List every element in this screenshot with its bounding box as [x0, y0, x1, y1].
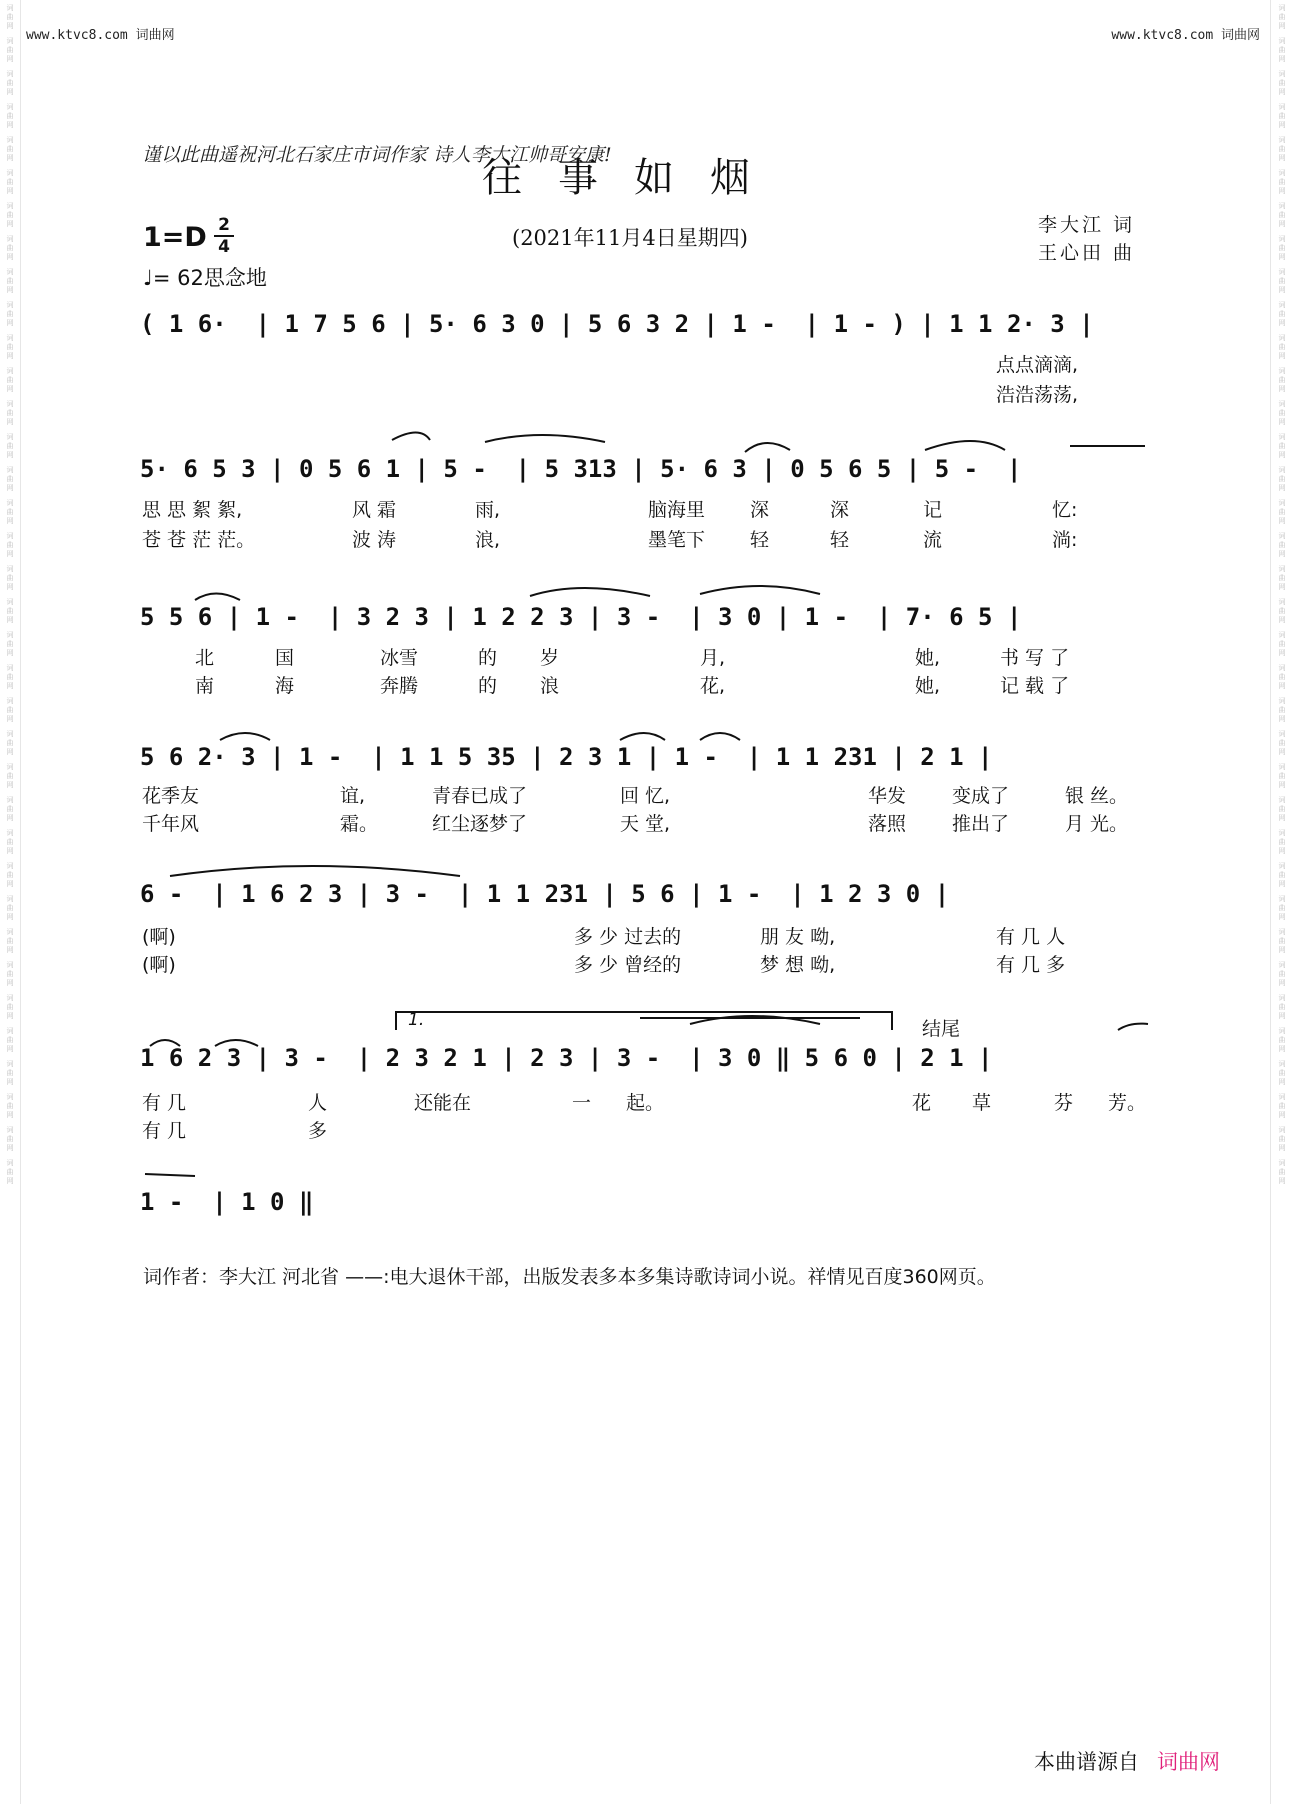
lyric: 青春已成了 [432, 785, 528, 807]
lyric: 一 [572, 1092, 592, 1114]
watermark-text: 词曲网 [1278, 334, 1286, 360]
watermark-text: 词曲网 [6, 763, 14, 789]
score-system-3: 5 5 6 | 1 - | 3 2 3 | 1 2 2 3 | 3 - | 3 0 | 1 - | 7· 6 5 | [140, 603, 1022, 631]
watermark-text: 词曲网 [6, 829, 14, 855]
watermark-text: 词曲网 [6, 334, 14, 360]
lyric: (啊) [142, 954, 176, 976]
watermark-text: 词曲网 [6, 961, 14, 987]
lyric: 浪 [540, 675, 560, 697]
watermark-text: 词曲网 [6, 532, 14, 558]
lyric: 回 忆, [620, 785, 671, 807]
watermark-text: 词曲网 [6, 235, 14, 261]
watermark-text: 词曲网 [1278, 994, 1286, 1020]
lyric: 轻 [830, 529, 850, 551]
lyric: 多 少 过去的 [574, 926, 682, 948]
composer-credit: 王心田 曲 [1038, 242, 1136, 264]
left-watermark-strip [0, 0, 20, 1808]
lyric: 墨笔下 [648, 529, 706, 551]
composition-date: (2021年11月4日星期四) [512, 226, 748, 250]
lyric: 还能在 [414, 1092, 472, 1114]
right-watermark-strip [1272, 0, 1290, 1808]
lyric: 梦 想 呦, [760, 954, 836, 976]
right-margin-line [1270, 0, 1271, 1804]
watermark-text: 词曲网 [6, 598, 14, 624]
lyric: 芬 [1054, 1092, 1074, 1114]
lyric: 深 [750, 499, 770, 521]
watermark-text: 词曲网 [1278, 1060, 1286, 1086]
lyric: 有 几 多 [996, 954, 1066, 976]
watermark-text: 词曲网 [1278, 1159, 1286, 1185]
watermark-text: 词曲网 [1278, 466, 1286, 492]
watermark-text: 词曲网 [1278, 37, 1286, 63]
watermark-text: 词曲网 [6, 796, 14, 822]
watermark-text: 词曲网 [1278, 829, 1286, 855]
watermark-text: 词曲网 [6, 301, 14, 327]
lyric: 天 堂, [620, 813, 671, 835]
author-note: 词作者：李大江 河北省 ——:电大退休干部，出版发表多本多集诗歌诗词小说。祥情见百度360网页。 [143, 1266, 996, 1288]
lyric: 花, [700, 675, 726, 697]
watermark-text: 词曲网 [1278, 796, 1286, 822]
lyric: 南 [195, 675, 215, 697]
watermark-text: 词曲网 [1278, 70, 1286, 96]
lyric: 她, [915, 675, 941, 697]
lyric: 国 [275, 647, 295, 669]
watermark-text: 词曲网 [1278, 763, 1286, 789]
watermark-text: 词曲网 [1278, 862, 1286, 888]
lyric: 芳。 [1108, 1092, 1147, 1114]
coda-label: 结尾 [922, 1018, 961, 1040]
watermark-text: 词曲网 [1278, 202, 1286, 228]
watermark-text: 词曲网 [1278, 499, 1286, 525]
watermark-text: 词曲网 [6, 466, 14, 492]
lyric: 起。 [626, 1092, 665, 1114]
watermark-text: 词曲网 [6, 697, 14, 723]
lyric: 波 涛 [352, 529, 397, 551]
lyric: 书 写 了 [1000, 647, 1070, 669]
watermark-text: 词曲网 [6, 103, 14, 129]
slur-mark [485, 435, 605, 442]
lyric: 月, [700, 647, 726, 669]
watermark-text: 词曲网 [1278, 367, 1286, 393]
song-title: 往事如烟 [482, 155, 786, 201]
lyric: 有 几 人 [996, 926, 1066, 948]
watermark-text: 词曲网 [6, 565, 14, 591]
watermark-text: 词曲网 [6, 1093, 14, 1119]
watermark-text: 词曲网 [6, 400, 14, 426]
watermark-text: 词曲网 [6, 631, 14, 657]
watermark-text: 词曲网 [6, 862, 14, 888]
watermark-text: 词曲网 [1278, 400, 1286, 426]
lyric: 流 [923, 529, 943, 551]
lyric: 的 [478, 675, 498, 697]
slur-mark [700, 586, 820, 594]
lyric: 脑海里 [648, 499, 706, 521]
time-signature-bottom: 4 [218, 237, 230, 257]
watermark-text: 词曲网 [6, 202, 14, 228]
source-brand[interactable]: 词曲网 [1157, 1750, 1220, 1774]
lyric: 草 [972, 1092, 992, 1114]
lyric: 月 光。 [1065, 813, 1129, 835]
volta-1-label: 1. [408, 1010, 425, 1030]
watermark-text: 词曲网 [1278, 928, 1286, 954]
site-url-left: www.ktvc8.com 词曲网 [26, 28, 175, 43]
lyric: 风 霜 [352, 499, 397, 521]
lyric: 奔腾 [380, 675, 419, 697]
lyric: 华发 [868, 785, 907, 807]
watermark-text: 词曲网 [1278, 136, 1286, 162]
slur-mark [220, 733, 270, 740]
watermark-text: 词曲网 [1278, 433, 1286, 459]
watermark-text: 词曲网 [6, 928, 14, 954]
lyric: 谊, [340, 785, 366, 807]
watermark-text: 词曲网 [1278, 1027, 1286, 1053]
watermark-text: 词曲网 [6, 499, 14, 525]
score-system-6: 1 6 2 3 | 3 - | 2 3 2 1 | 2 3 | 3 - | 3 0 ‖ 5 6 0 | 2 1 | [140, 1044, 993, 1072]
time-signature-top: 2 [218, 215, 230, 235]
volta-bracket [396, 1012, 892, 1030]
time-signature [214, 216, 234, 256]
watermark-text: 词曲网 [6, 1159, 14, 1185]
lyric: 千年风 [142, 813, 200, 835]
lyric: 她, [915, 647, 941, 669]
watermark-text: 词曲网 [1278, 730, 1286, 756]
slur-mark [700, 733, 740, 740]
left-margin-line [20, 0, 21, 1804]
watermark-text: 词曲网 [1278, 664, 1286, 690]
watermark-text: 词曲网 [6, 37, 14, 63]
lyric: 思 思 絮 絮, [142, 499, 243, 521]
score-system-4: 5 6 2· 3 | 1 - | 1 1 5 35 | 2 3 1 | 1 - | 1 1 231 | 2 1 | [140, 743, 993, 771]
lyric: 的 [478, 647, 498, 669]
tempo-marking: ♩= 62思念地 [143, 266, 267, 290]
slur-mark [690, 1016, 820, 1024]
key-signature: 1=D [143, 222, 207, 253]
lyric: 北 [195, 647, 215, 669]
watermark-text: 词曲网 [6, 70, 14, 96]
watermark-text: 词曲网 [1278, 268, 1286, 294]
lyric: 海 [275, 675, 295, 697]
site-url-right: www.ktvc8.com 词曲网 [1111, 28, 1260, 43]
watermark-text: 词曲网 [1278, 631, 1286, 657]
watermark-text: 词曲网 [6, 169, 14, 195]
score-system-5: 6 - | 1 6 2 3 | 3 - | 1 1 231 | 5 6 | 1 - | 1 2 3 0 | [140, 880, 950, 908]
lyric: 忆: [1052, 499, 1078, 521]
watermark-text: 词曲网 [6, 994, 14, 1020]
watermark-text: 词曲网 [1278, 1093, 1286, 1119]
lyric: 落照 [868, 813, 907, 835]
lyric: 朋 友 呦, [760, 926, 836, 948]
lyric: 霜。 [340, 813, 379, 835]
watermark-text: 词曲网 [6, 433, 14, 459]
lyric-line-1-verse-1: 点点滴滴, [996, 354, 1079, 376]
watermark-text: 词曲网 [6, 367, 14, 393]
lyric-line-1-verse-2: 浩浩荡荡, [996, 384, 1079, 406]
lyric: (啊) [142, 926, 176, 948]
lyric: 推出了 [952, 813, 1010, 835]
watermark-text: 词曲网 [6, 268, 14, 294]
lyric: 多 少 曾经的 [574, 954, 682, 976]
slur-mark [620, 733, 665, 740]
watermark-text: 词曲网 [1278, 1126, 1286, 1152]
lyric: 有 几 [142, 1120, 187, 1142]
watermark-text: 词曲网 [1278, 532, 1286, 558]
watermark-text: 词曲网 [6, 4, 14, 30]
source-label: 本曲谱源自 [1034, 1750, 1139, 1774]
slur-mark [1118, 1024, 1148, 1030]
source-credit [1034, 1746, 1220, 1776]
watermark-text: 词曲网 [6, 1060, 14, 1086]
slur-mark [745, 443, 790, 452]
watermark-text: 词曲网 [6, 136, 14, 162]
watermark-text: 词曲网 [6, 1126, 14, 1152]
watermark-text: 词曲网 [6, 895, 14, 921]
watermark-text: 词曲网 [1278, 895, 1286, 921]
watermark-text: 词曲网 [1278, 301, 1286, 327]
lyric: 多 [308, 1120, 328, 1142]
lyric: 变成了 [952, 785, 1010, 807]
lyric: 深 [830, 499, 850, 521]
lyric: 银 丝。 [1065, 785, 1129, 807]
lyric: 雨, [475, 499, 501, 521]
score-system-2: 5· 6 5 3 | 0 5 6 1 | 5 - | 5 313 | 5· 6 3 | 0 5 6 5 | 5 - | [140, 455, 1022, 483]
lyric: 花季友 [142, 785, 200, 807]
lyric: 记 [923, 499, 943, 521]
slur-mark [530, 588, 650, 596]
watermark-text: 词曲网 [1278, 169, 1286, 195]
watermark-text: 词曲网 [1278, 235, 1286, 261]
score-system-7: 1 - | 1 0 ‖ [140, 1188, 314, 1216]
watermark-text: 词曲网 [6, 1027, 14, 1053]
slur-mark [145, 1174, 195, 1176]
lyric: 淌: [1052, 529, 1078, 551]
slur-mark [170, 866, 460, 876]
watermark-text: 词曲网 [1278, 697, 1286, 723]
watermark-text: 词曲网 [1278, 565, 1286, 591]
slur-mark [195, 594, 240, 601]
lyric: 岁 [540, 647, 560, 669]
dedication-text: 谨以此曲遥祝河北石家庄市词作家 诗人李大江帅哥安康! [142, 144, 612, 166]
slur-mark [392, 433, 430, 441]
lyric: 苍 苍 茫 茫。 [142, 529, 256, 551]
watermark-text: 词曲网 [1278, 961, 1286, 987]
lyric: 浪, [475, 529, 501, 551]
lyricist-credit: 李大江 词 [1038, 214, 1136, 236]
score-system-1: ( 1 6· | 1 7 5 6 | 5· 6 3 0 | 5 6 3 2 | 1 - | 1 - ) | 1 1 2· 3 | [140, 310, 1094, 338]
watermark-text: 词曲网 [6, 730, 14, 756]
lyric: 有 几 [142, 1092, 187, 1114]
watermark-text: 词曲网 [6, 664, 14, 690]
watermark-text: 词曲网 [1278, 103, 1286, 129]
lyric: 记 载 了 [1000, 675, 1070, 697]
lyric: 轻 [750, 529, 770, 551]
lyric: 冰雪 [380, 647, 419, 669]
slur-mark [925, 441, 1005, 450]
lyric: 红尘逐梦了 [432, 813, 528, 835]
lyric: 人 [308, 1092, 328, 1114]
watermark-text: 词曲网 [1278, 4, 1286, 30]
watermark-text: 词曲网 [1278, 598, 1286, 624]
lyric: 花 [912, 1092, 932, 1114]
